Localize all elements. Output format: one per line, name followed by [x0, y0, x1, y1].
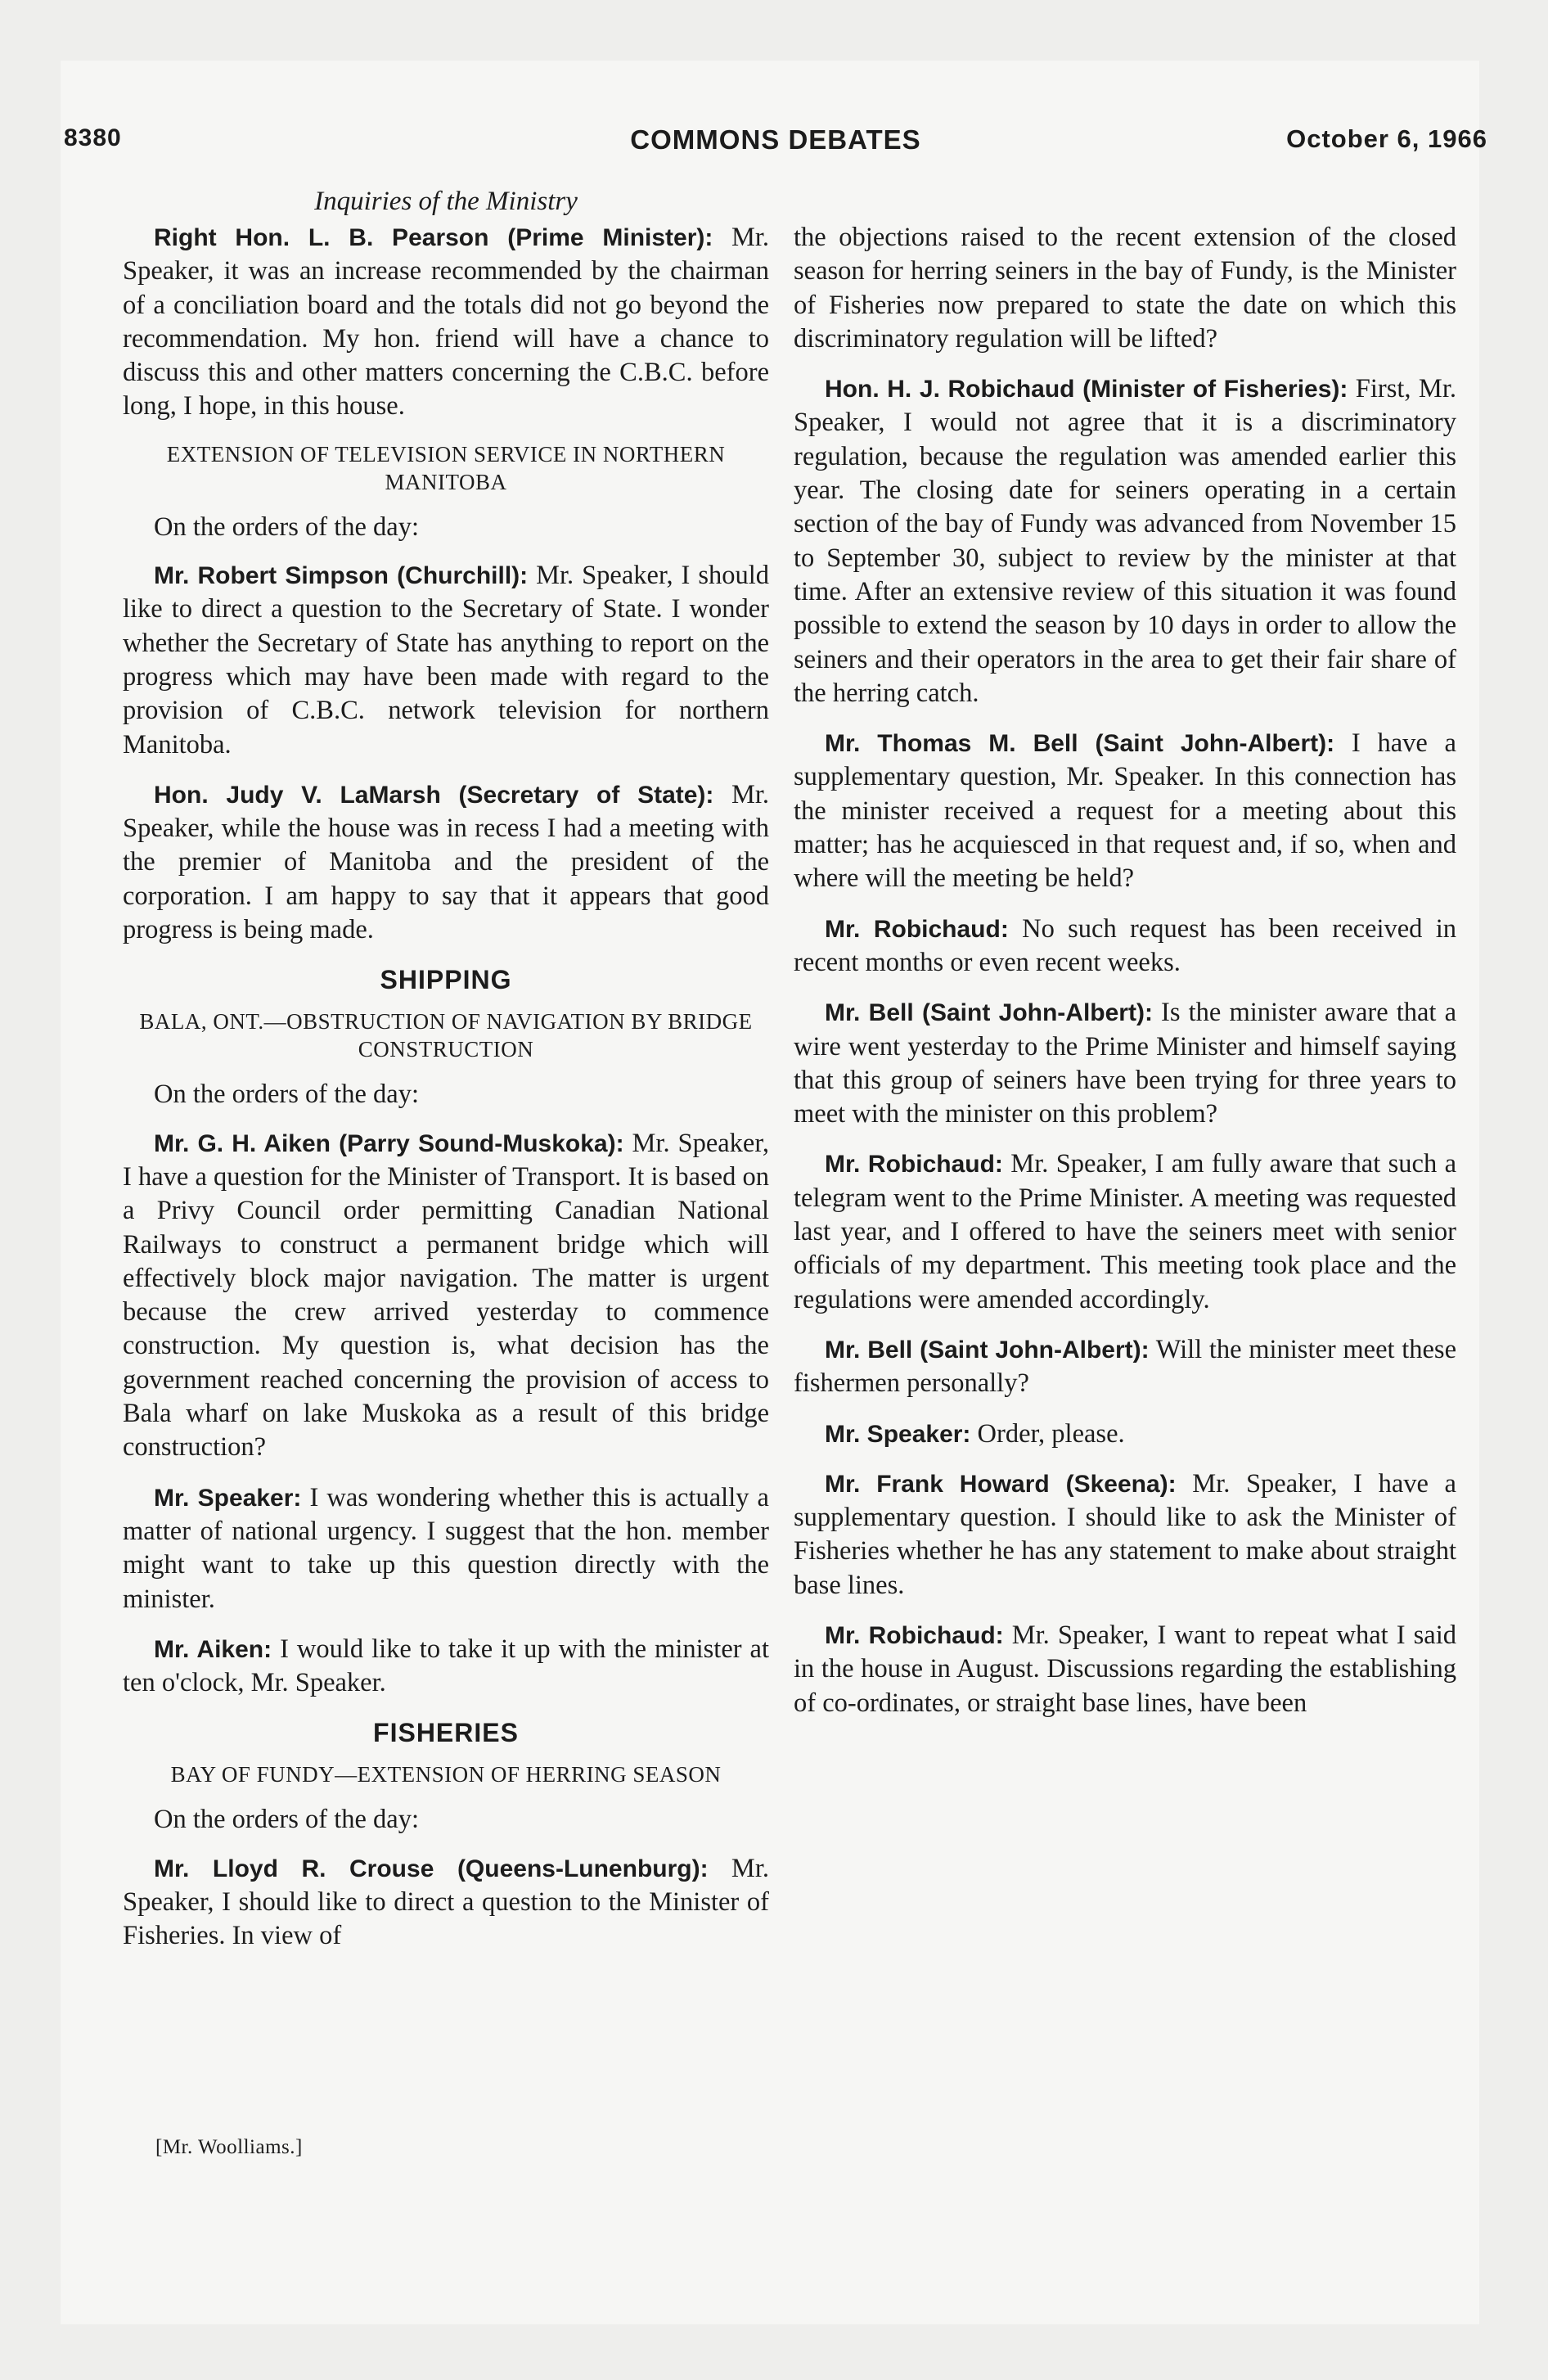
speech-text: Will the minister meet these fishermen personally?: [794, 1334, 1457, 1399]
paragraph: [794, 1147, 1456, 1316]
right-column: [794, 221, 1456, 1737]
speaker-name: Mr. Aiken:: [154, 1635, 272, 1663]
subject-heading: BALA, ONT.—OBSTRUCTION OF NAVIGATION BY BRIDGE CONSTRUCTION: [139, 1009, 753, 1062]
publication-title: COMMONS DEBATES: [630, 124, 921, 155]
paragraph: [794, 1619, 1456, 1720]
speech-text: Mr. Speaker, I am fully aware that such a telegram went to the Prime Minister. A meeting was requested last year, and I offered to have the seiners meet with senior officials of my department. This meeting took place and the regulations were amended accordingly.: [794, 1149, 1456, 1314]
paragraph: [794, 1418, 1456, 1451]
speech-text: Mr. Speaker, while the house was in recess I had a meeting with the premier of Manitoba and the president of the corporation. I am happy to say that it appears that good progress is being made.: [123, 779, 769, 945]
speaker-name: Mr. Frank Howard (Skeena):: [825, 1470, 1177, 1498]
speech-text: I would like to take it up with the minister at ten o'clock, Mr. Speaker.: [123, 1634, 769, 1698]
section-heading: SHIPPING: [380, 965, 512, 995]
orders-of-the-day: On the orders of the day:: [154, 1805, 420, 1835]
speech-text: Is the minister aware that a wire went yesterday to the Prime Minister and himself saying that this group of seiners have been trying for three years to meet with the minister on this problem?: [794, 998, 1456, 1129]
section-heading: FISHERIES: [373, 1718, 519, 1748]
sub-header: Inquiries of the Ministry: [314, 187, 578, 216]
speaker-name: Mr. Speaker:: [825, 1420, 971, 1448]
publication-date: October 6, 1966: [1286, 124, 1487, 153]
paragraph: [123, 221, 769, 424]
speaker-name: Mr. Robichaud:: [825, 1621, 1004, 1649]
paragraph: [123, 1852, 769, 1954]
speech-text: Mr. Speaker, I have a question for the Minister of Transport. It is based on a Privy Council order permitting Canadian National Railways to construct a permanent bridge which will effectively block major navigation. The matter is urgent because the crew arrived yesterday to commence construction. My question is, what decision has the government reached concerning the provision of access to Bala wharf on lake Muskoka as a result of this bridge construction?: [123, 1128, 769, 1463]
subject-heading: EXTENSION OF TELEVISION SERVICE IN NORTHERN MANITOBA: [166, 441, 726, 494]
speaker-name: Mr. Lloyd R. Crouse (Queens-Lunenburg):: [154, 1855, 709, 1882]
running-head: [64, 124, 1487, 165]
paragraph: [123, 1481, 769, 1616]
paragraph: [123, 778, 769, 947]
paragraph: [794, 221, 1456, 356]
paragraph: [794, 372, 1456, 710]
speaker-name: Mr. Thomas M. Bell (Saint John-Albert):: [825, 730, 1335, 758]
speech-text: Mr. Speaker, I should like to direct a question to the Minister of Fisheries. In view of: [123, 1853, 769, 1951]
orders-of-the-day: On the orders of the day:: [154, 1080, 420, 1110]
speaker-name: Mr. Robert Simpson (Churchill):: [154, 562, 529, 590]
paragraph: [794, 1333, 1456, 1401]
speech-text: the objections raised to the recent extension of the closed season for herring seiners in the bay of Fundy, is the Minister of Fisheries now prepared to state the date on which this discriminatory regulation will be lifted?: [794, 223, 1456, 354]
speaker-name: Right Hon. L. B. Pearson (Prime Minister):: [154, 224, 713, 251]
page-number: 8380: [64, 124, 122, 151]
speech-text: Order, please.: [970, 1418, 1125, 1449]
footnote: [Mr. Woolliams.]: [155, 2136, 303, 2158]
paragraph: [794, 913, 1456, 980]
speech-text: I was wondering whether this is actually a matter of national urgency. I suggest that the hon. member might want to take up this question directly with the minister.: [123, 1482, 769, 1614]
orders-of-the-day: On the orders of the day:: [154, 512, 420, 542]
left-column: [123, 221, 769, 1970]
speech-text: Mr. Speaker, I want to repeat what I said in the house in August. Discussions regarding the establishing of co-ordinates, or straight base lines, have been: [794, 1620, 1456, 1718]
speaker-name: Mr. Robichaud:: [825, 915, 1009, 943]
speech-text: First, Mr. Speaker, I would not agree that it is a discriminatory regulation, because the regulation was amended earlier this year. The closing date for seiners operating in a certain section of the bay of Fundy was advanced from November 15 to September 30, subject to review by the minister at that time. After an extensive review of this situation it was found possible to extend the season by 10 days in order to allow the seiners and their operators in the area to get their fair share of the herring catch.: [794, 374, 1456, 708]
paragraph: [794, 727, 1456, 895]
speech-text: I have a supplementary question, Mr. Speaker. In this connection has the minister received a request for a meeting about this matter; has he acquiesced in that request and, if so, when and where will the meeting be held?: [794, 728, 1456, 894]
speaker-name: Hon. Judy V. LaMarsh (Secretary of State):: [154, 781, 714, 809]
speaker-name: Hon. H. J. Robichaud (Minister of Fisheries):: [825, 376, 1348, 403]
speech-text: Mr. Speaker, it was an increase recommended by the chairman of a conciliation board and the totals did not go beyond the recommendation. My hon. friend will have a chance to discuss this and other matters concerning the C.B.C. before long, I hope, in this house.: [123, 223, 769, 421]
speaker-name: Mr. Robichaud:: [825, 1151, 1003, 1179]
speaker-name: Mr. Bell (Saint John-Albert):: [825, 1336, 1150, 1364]
speech-text: Mr. Speaker, I should like to direct a question to the Secretary of State. I wonder whether the Secretary of State has anything to report on the progress which may have been made with regard to the provision of C.B.C. network television for northern Manitoba.: [123, 561, 769, 760]
speech-text: No such request has been received in recent months or even recent weeks.: [794, 913, 1456, 977]
speech-text: Mr. Speaker, I have a supplementary question. I should like to ask the Minister of Fisheries whether he has any statement to make about straight base lines.: [794, 1468, 1456, 1600]
speaker-name: Mr. Speaker:: [154, 1484, 302, 1512]
paragraph: [123, 1633, 769, 1701]
paragraph: [123, 1127, 769, 1465]
speaker-name: Mr. Bell (Saint John-Albert):: [825, 999, 1153, 1027]
paragraph: [794, 1467, 1456, 1602]
subject-heading: BAY OF FUNDY—EXTENSION OF HERRING SEASON: [170, 1762, 722, 1787]
paragraph: [794, 996, 1456, 1131]
paragraph: [123, 559, 769, 762]
speaker-name: Mr. G. H. Aiken (Parry Sound-Muskoka):: [154, 1129, 624, 1157]
